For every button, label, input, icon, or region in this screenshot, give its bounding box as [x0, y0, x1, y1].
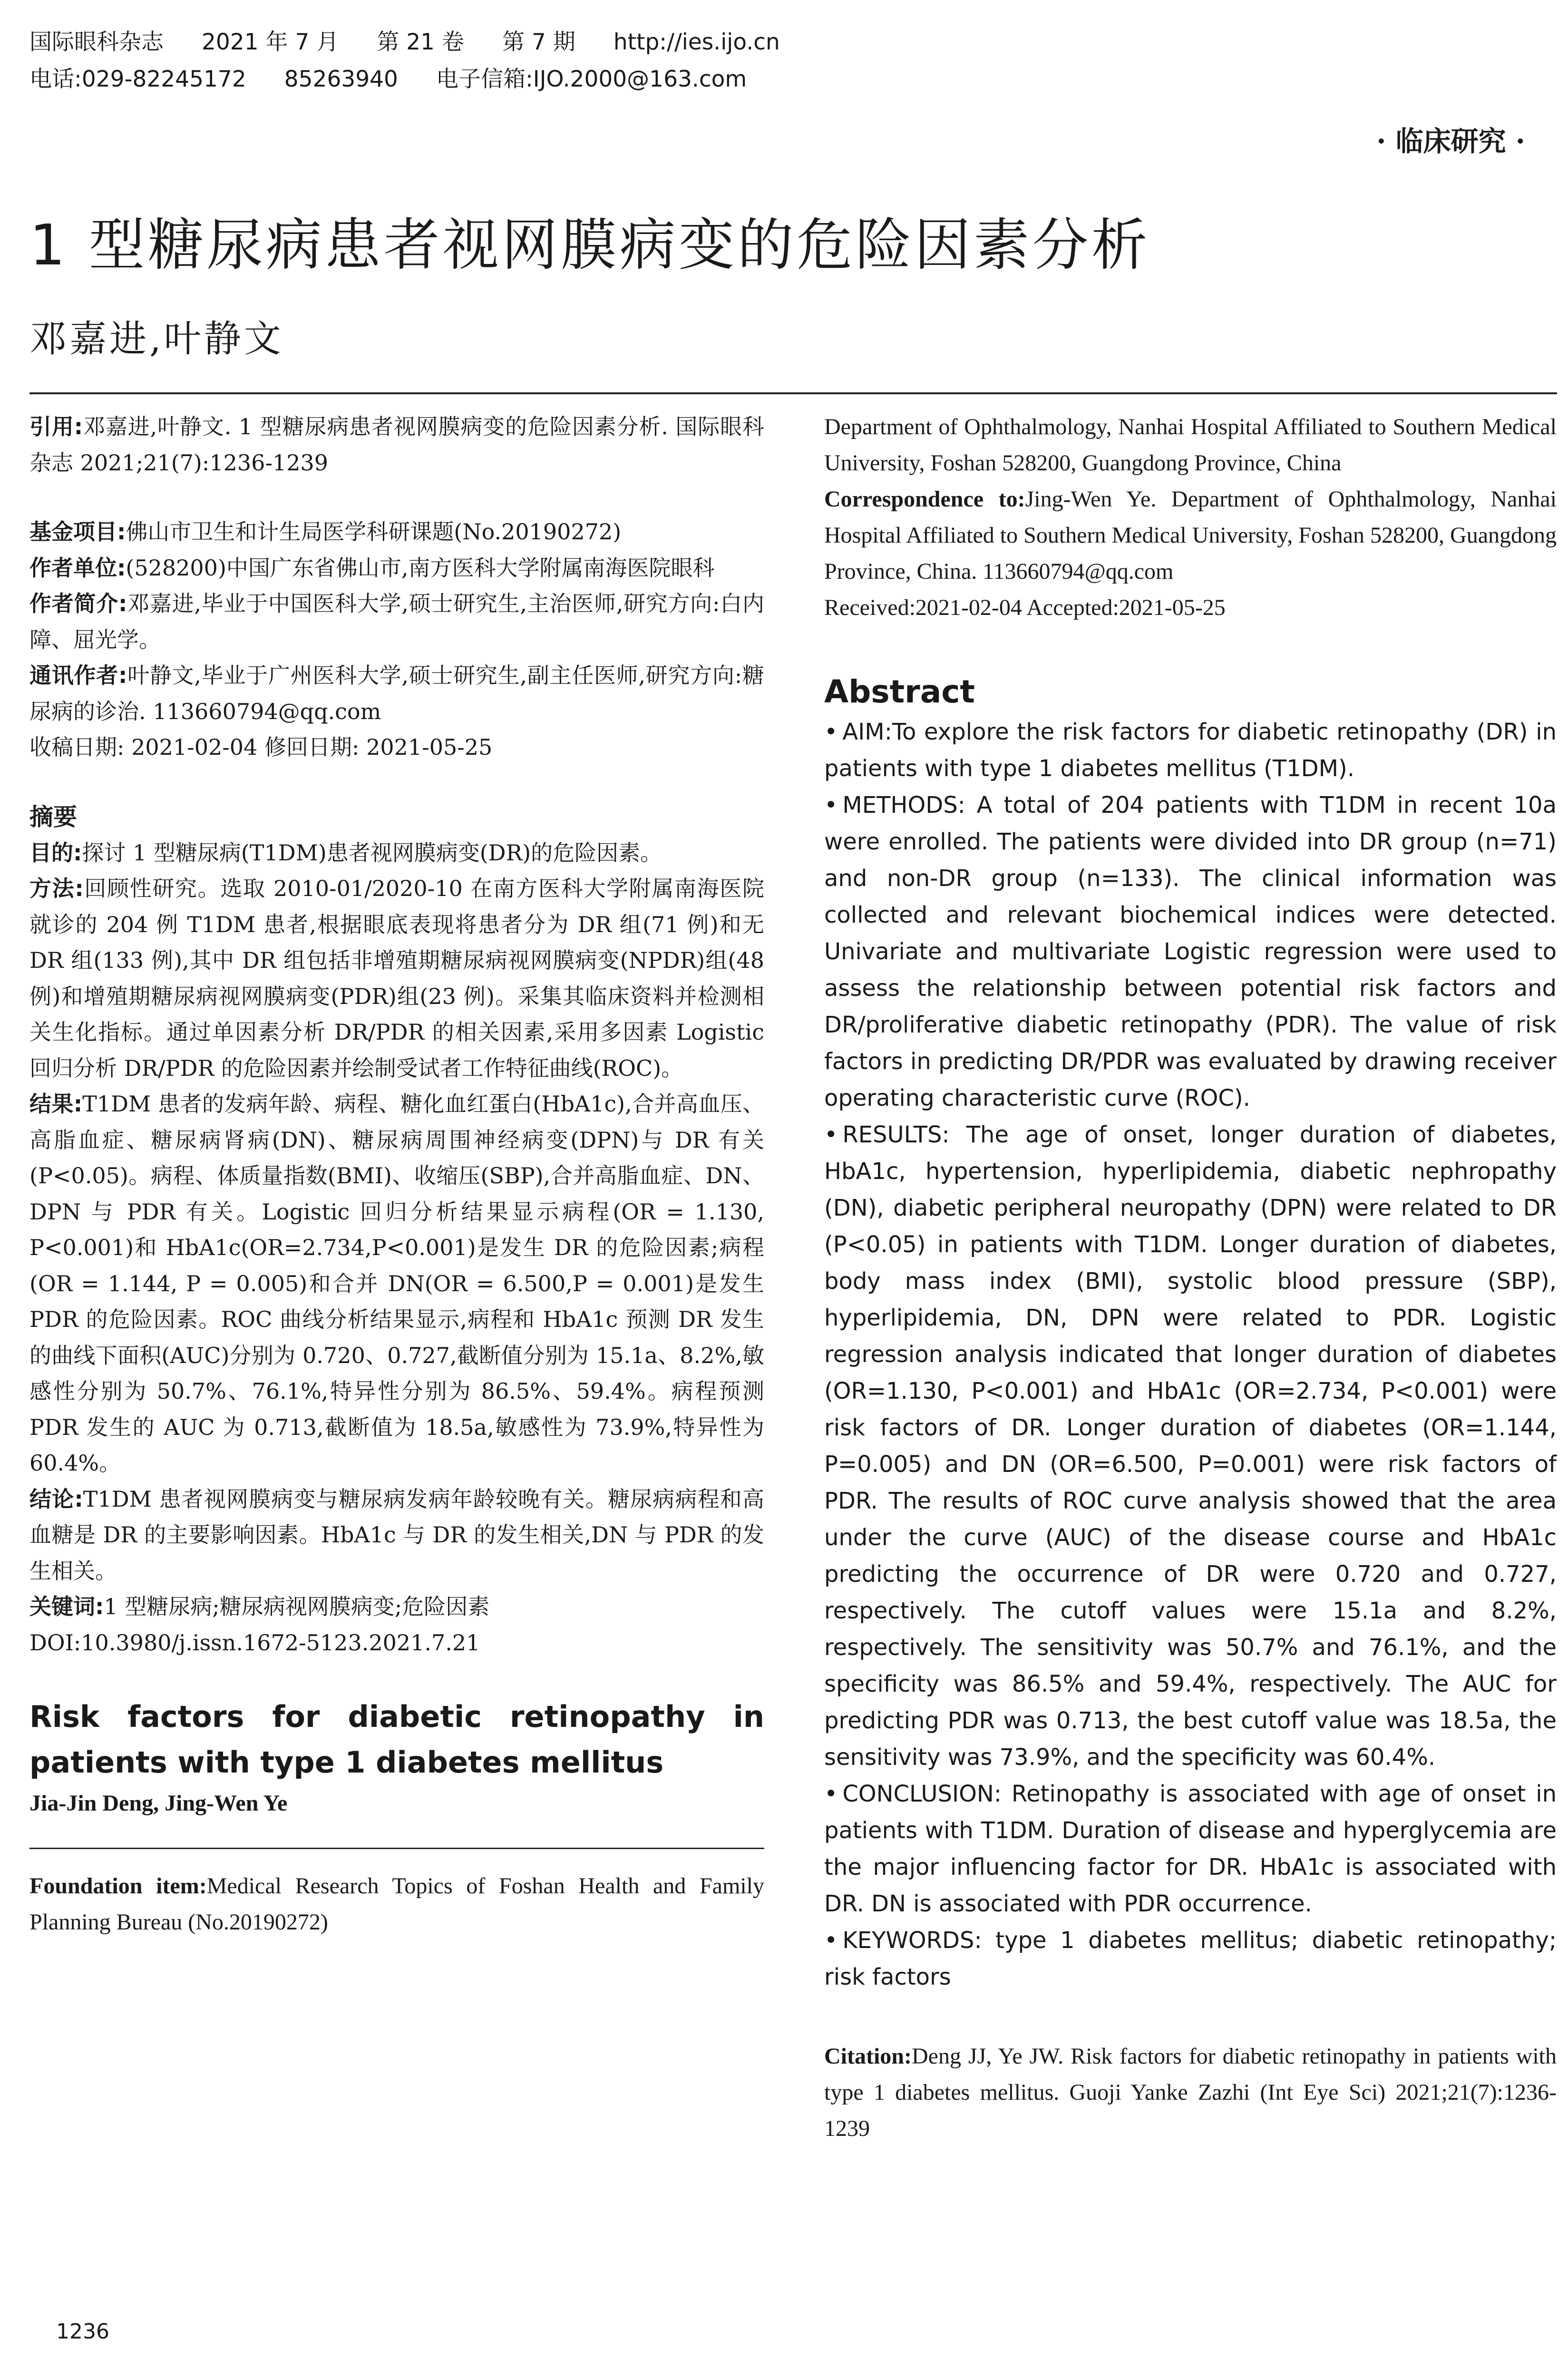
authors-cn: 邓嘉进,叶静文: [29, 318, 284, 360]
phone-2: 85263940: [284, 66, 398, 92]
left-column: [29, 409, 764, 1940]
correspondence-en-text: Jing-Wen Ye. Department of Ophthalmology, Nanhai Hospital Affiliated to Southern Medical University, Foshan 528200, Guangdong Province, China. 113660794@qq.com: [824, 487, 1557, 584]
bullet-icon: •: [824, 1121, 838, 1148]
results-cn-label: 结果:: [29, 1091, 83, 1117]
received-en: Received:2021-02-04: [824, 595, 1022, 620]
english-authors: Jia-Jin Deng, Jing-Wen Ye: [29, 1791, 288, 1816]
article-title: 1 型糖尿病患者视网膜病变的危险因素分析: [29, 212, 1150, 278]
results-en-text: RESULTS: The age of onset, longer duration of diabetes, HbA1c, hypertension, hyperlipidemia, diabetic nephropathy (DN), diabetic peripheral neuropathy (DPN) were related to DR (P<0.05) in patients with T1DM. Longer duration of diabetes, body mass index (BMI), systolic blood pressure (SBP), hyperlipidemia, DN, DPN were related to PDR. Logistic regression analysis indicated that longer duration of diabetes (OR=1.130, P<0.001) and HbA1c (OR=2.734, P<0.001) were risk factors of DR. Longer duration of diabetes (OR=1.144, P=0.005) and DN (OR=6.500, P=0.001) were risk factors of PDR. The results of ROC curve analysis showed that the area under the curve (AUC) of the disease course and HbA1c predicting the occurrence of DR were 0.720 and 0.727, respectively. The cutoff values were 15.1a and 8.2%, respectively. The sensitivity was 50.7% and 76.1%, and the specificity was 86.5% and 59.4%, respectively. The AUC for predicting PDR was 0.713, the best cutoff value was 18.5a, the sensitivity was 73.9%, and the specificity was 60.4%.: [824, 1121, 1557, 1771]
affiliation-text: (528200)中国广东省佛山市,南方医科大学附属南海医院眼科: [126, 555, 715, 581]
results-cn: [29, 1086, 764, 1481]
correspondence-text: 叶静文,毕业于广州医科大学,硕士研究生,副主任医师,研究方向:糖尿病的诊治. 113660794@qq.com: [29, 662, 764, 724]
bullet-icon: •: [824, 792, 838, 818]
fund-text: 佛山市卫生和计生局医学科研课题(No.20190272): [126, 519, 622, 545]
aim-cn-text: 探讨 1 型糖尿病(T1DM)患者视网膜病变(DR)的危险因素。: [82, 839, 662, 866]
volume: 第 21 卷: [377, 29, 465, 55]
keywords-en: [824, 1922, 1557, 1996]
abstract-title-en: Abstract: [824, 673, 975, 710]
bullet-icon: •: [824, 719, 838, 745]
citation-cn-text: 邓嘉进,叶静文. 1 型糖尿病患者视网膜病变的危险因素分析. 国际眼科杂志 2021;21(7):1236-1239: [29, 414, 764, 476]
keywords-cn: [29, 1589, 764, 1625]
conclusion-cn-label: 结论:: [29, 1486, 83, 1512]
keywords-cn-label: 关键词:: [29, 1594, 104, 1619]
aim-cn: [29, 835, 764, 871]
correspondence-label: 通讯作者:: [29, 662, 127, 688]
author-bio: [29, 586, 764, 658]
results-en: [824, 1117, 1557, 1776]
correspondence-en-label: Correspondence to:: [824, 487, 1025, 512]
conclusion-cn-text: T1DM 患者视网膜病变与糖尿病发病年龄较晚有关。糖尿病病程和高血糖是 DR 的主要影响因素。HbA1c 与 DR 的发生相关,DN 与 PDR 的发生相关。: [29, 1486, 764, 1584]
page-number: 1236: [56, 2319, 109, 2344]
bio-text: 邓嘉进,毕业于中国医科大学,硕士研究生,主治医师,研究方向:白内障、屈光学。: [29, 591, 764, 653]
title-divider: [29, 392, 1557, 394]
methods-cn: [29, 871, 764, 1086]
issue-number: 第 7 期: [502, 29, 575, 55]
methods-cn-label: 方法:: [29, 876, 84, 901]
received-cn: 收稿日期: 2021-02-04: [29, 734, 258, 760]
header-line-2: [29, 61, 1542, 98]
fund-info: [29, 514, 764, 550]
journal-url[interactable]: http://ies.ijo.cn: [613, 29, 780, 55]
doi[interactable]: DOI:10.3980/j.issn.1672-5123.2021.7.21: [29, 1629, 480, 1656]
methods-en-text: METHODS: A total of 204 patients with T1DM in recent 10a were enrolled. The patients were divided into DR group (n=71) and non-DR group (n=133). The clinical information was collected and relevant biochemical indices were detected. Univariate and multivariate Logistic regression were used to assess the relationship between potential risk factors and DR/proliferative diabetic retinopathy (PDR). The value of risk factors in predicting DR/PDR was evaluated by drawing receiver operating characteristic curve (ROC).: [824, 792, 1557, 1111]
issue-date: 2021 年 7 月: [202, 29, 339, 55]
keywords-en-text: KEYWORDS: type 1 diabetes mellitus; diabetic retinopathy; risk factors: [824, 1927, 1557, 1990]
foundation-label: Foundation item:: [29, 1873, 207, 1899]
dates-cn: [29, 730, 764, 766]
foundation-text: Medical Research Topics of Foshan Health and Family Planning Bureau (No.20190272): [29, 1873, 764, 1935]
phone-1: 电话:029-82245172: [29, 66, 246, 92]
results-cn-text: T1DM 患者的发病年龄、病程、糖化血红蛋白(HbA1c),合并高血压、高脂血症、糖尿病肾病(DN)、糖尿病周围神经病变(DPN)与 DR 有关(P<0.05)。病程、体质量指数(BMI)、收缩压(SBP),合并高脂血症、DN、DPN 与 PDR 有关。Logistic 回归分析结果显示病程(OR = 1.130, P<0.001)和 HbA1c(OR=2.734,P<0.001)是发生 DR 的危险因素;病程(OR = 1.144, P = 0.005)和合并 DN(OR = 6.500,P = 0.001)是发生 PDR 的危险因素。ROC 曲线分析结果显示,病程和 HbA1c 预测 DR 发生的曲线下面积(AUC)分别为 0.720、0.727,截断值分别为 15.1a、8.2%,敏感性分别为 50.7%、76.1%,特异性分别为 86.5%、59.4%。病程预测 PDR 发生的 AUC 为 0.713,截断值为 18.5a,敏感性为 73.9%,特异性为 60.4%。: [29, 1091, 764, 1476]
affiliation: [29, 550, 764, 586]
citation-en-label: Citation:: [824, 2044, 912, 2069]
abstract-heading-cn: 摘要: [29, 803, 77, 831]
aim-en: [824, 714, 1557, 787]
citation-en-text: Deng JJ, Ye JW. Risk factors for diabetic retinopathy in patients with type 1 diabetes mellitus. Guoji Yanke Zazhi (Int Eye Sci) 2021;21(7):1236-1239: [824, 2044, 1557, 2141]
accepted-en: Accepted:2021-05-25: [1026, 595, 1226, 620]
corresponding-author: [29, 658, 764, 730]
conclusion-en: [824, 1776, 1557, 1922]
right-column: [824, 409, 1557, 2147]
aim-en-text: AIM:To explore the risk factors for diabetic retinopathy (DR) in patients with type 1 diabetes mellitus (T1DM).: [824, 719, 1557, 782]
english-title: Risk factors for diabetic retinopathy in patients with type 1 diabetes mellitus: [29, 1699, 764, 1780]
foundation-item: [29, 1868, 764, 1940]
header-line-1: [29, 24, 1542, 61]
fund-label: 基金项目:: [29, 519, 126, 545]
citation-cn: [29, 409, 764, 481]
correspondence-en: [824, 481, 1557, 590]
keywords-cn-text: 1 型糖尿病;糖尿病视网膜病变;危险因素: [104, 1594, 490, 1619]
methods-cn-text: 回顾性研究。选取 2010-01/2020-10 在南方医科大学附属南海医院就诊的 204 例 T1DM 患者,根据眼底表现将患者分为 DR 组(71 例)和无 DR 组(133 例),其中 DR 组包括非增殖期糖尿病视网膜病变(NPDR)组(48 例)和增殖期糖尿病视网膜病变(PDR)组(23 例)。采集其临床资料并检测相关生化指标。通过单因素分析 DR/PDR 的相关因素,采用多因素 Logistic 回归分析 DR/PDR 的危险因素并绘制受试者工作特征曲线(ROC)。: [29, 876, 764, 1081]
department-en: Department of Ophthalmology, Nanhai Hospital Affiliated to Southern Medical University, Foshan 528200, Guangdong Province, China: [824, 414, 1557, 476]
citation-en: [824, 2038, 1557, 2147]
conclusion-en-text: CONCLUSION: Retinopathy is associated with age of onset in patients with T1DM. Duration of disease and hyperglycemia are the major influencing factor for DR. HbA1c is associated with DR. DN is associated with PDR occurrence.: [824, 1781, 1557, 1917]
journal-email[interactable]: 电子信箱:IJO.2000@163.com: [436, 66, 747, 92]
bullet-icon: •: [824, 1927, 838, 1954]
section-tag: · 临床研究 ·: [1376, 125, 1525, 157]
conclusion-cn: [29, 1481, 764, 1589]
bio-label: 作者简介:: [29, 591, 127, 616]
journal-name: 国际眼科杂志: [29, 29, 164, 55]
affiliation-label: 作者单位:: [29, 555, 126, 581]
citation-cn-label: 引用:: [29, 414, 83, 439]
bullet-icon: •: [824, 1781, 838, 1807]
methods-en: [824, 787, 1557, 1117]
journal-header: [29, 24, 1542, 98]
dates-en: [824, 590, 1557, 626]
aim-cn-label: 目的:: [29, 839, 82, 866]
revised-cn: 修回日期: 2021-05-25: [264, 734, 493, 760]
